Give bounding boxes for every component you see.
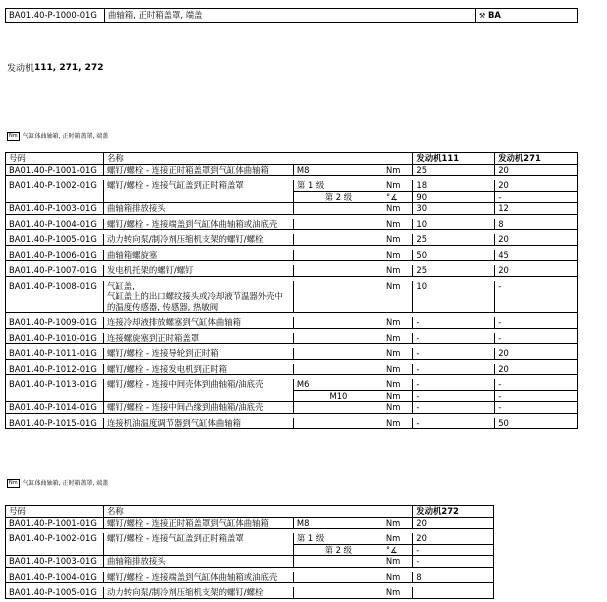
document-header <box>5 8 578 23</box>
table-row <box>6 418 578 429</box>
column-name-header: 名称 <box>103 506 412 518</box>
row-value-engine2: 20 <box>495 164 578 176</box>
row-name-text: 动力转向泵/制冷剂压缩机支架的螺钉/螺栓 <box>106 234 264 244</box>
row-unit: Nm <box>383 348 413 359</box>
section1-title: Nm 气缸体曲轴箱, 正时箱盖罩, 端盖 <box>9 133 109 140</box>
document-title: 曲轴箱, 正时箱盖罩, 端盖 <box>105 9 476 23</box>
row-name-text: 螺钉/螺栓 - 连接导轮到正时箱 <box>106 348 219 358</box>
table-row <box>6 572 494 583</box>
row-name <box>103 203 293 215</box>
row-unit: Nm <box>383 203 413 215</box>
row-code: BA01.40-P-1006-01G <box>6 250 104 261</box>
row-code: BA01.40-P-1007-01G <box>6 265 104 276</box>
row-name-text: 螺钉/螺栓 - 连接中间壳体到曲轴箱/油底壳 <box>106 379 264 389</box>
table-row <box>6 333 578 344</box>
row-value-engine1: - <box>413 544 494 556</box>
row-spec: M8 <box>293 164 383 176</box>
row-value-engine1: - <box>413 379 495 390</box>
row-name-text: 螺钉/螺栓 - 连接发电机到正时箱 <box>106 363 228 374</box>
row-spec <box>293 418 383 429</box>
row-name-text: 螺钉/螺栓 - 连接气缸盖到正时箱盖罩 <box>106 180 244 190</box>
row-name-text: 螺钉/螺栓 - 连接正时箱盖罩到气缸体曲轴箱 <box>106 517 269 528</box>
row-name-text: 曲轴箱排放接头 <box>106 556 166 566</box>
table-row <box>6 164 578 176</box>
row-value-engine1: 90 <box>413 191 495 203</box>
row-name <box>103 572 293 583</box>
row-name-text: 连接冷却液排放螺塞到气缸体曲轴箱 <box>106 317 241 327</box>
row-unit: Nm <box>383 333 413 344</box>
row-value-engine1: 25 <box>413 265 495 276</box>
row-unit: °∡ <box>383 191 413 203</box>
row-code: BA01.40-P-1004-01G <box>6 219 104 230</box>
row-value-engine2: - <box>495 390 578 402</box>
document-badge: ⚒ BA <box>476 9 578 23</box>
row-name-text: 气缸盖上的出口螺纹接头或冷却液节温器外壳中 <box>106 291 283 301</box>
row-value-engine1: 30 <box>413 203 495 215</box>
row-value-engine2: - <box>495 402 578 414</box>
column-code-header: 号码 <box>6 153 104 165</box>
row-code: BA01.40-P-1008-01G <box>6 281 104 313</box>
row-spec <box>293 234 383 245</box>
row-name <box>103 234 293 245</box>
row-name-text: 动力转向泵/制冷剂压缩机支架的螺钉/螺栓 <box>106 587 264 597</box>
table-row <box>6 281 578 313</box>
row-value-engine1: 18 <box>413 180 495 191</box>
row-unit: Nm <box>383 234 413 245</box>
row-spec <box>293 265 383 276</box>
row-value-engine2: - <box>495 317 578 328</box>
row-unit: °∡ <box>383 544 413 556</box>
row-name <box>103 587 293 598</box>
row-name-text: 连接螺旋塞到正时箱盖罩 <box>106 332 200 343</box>
row-value-engine1: 8 <box>413 572 494 583</box>
row-value-engine2: 20 <box>495 348 578 359</box>
row-unit: Nm <box>383 164 413 176</box>
row-name-text: 曲轴箱排放接头 <box>106 203 166 213</box>
row-value-engine2: 12 <box>495 203 578 215</box>
table-header-row <box>6 153 578 165</box>
row-spec: 第 1 级 <box>293 533 383 544</box>
row-value-engine1: 20 <box>413 517 494 529</box>
row-spec <box>293 572 383 583</box>
table-row <box>6 250 578 261</box>
table-row <box>6 203 578 215</box>
table-row <box>6 219 578 230</box>
row-spec: M8 <box>293 517 383 529</box>
row-value-engine1: - <box>413 402 495 414</box>
row-unit: Nm <box>383 281 413 313</box>
row-value-engine1: - <box>413 418 495 429</box>
row-value-engine1: - <box>413 348 495 359</box>
row-spec <box>293 587 383 598</box>
row-unit: Nm <box>383 379 413 390</box>
engine-values: 111, 271, 272 <box>34 63 104 73</box>
row-spec: M10 <box>293 390 383 402</box>
row-spec <box>293 250 383 261</box>
row-unit: Nm <box>383 517 413 529</box>
row-value-engine1: - <box>413 317 495 328</box>
row-name <box>103 265 293 276</box>
row-value-engine1: - <box>413 556 494 568</box>
row-value-engine1: - <box>413 390 495 402</box>
row-code: BA01.40-P-1013-01G <box>6 379 104 402</box>
section2-title: Nm 气缸体曲轴箱, 正时箱盖罩, 端盖 <box>9 480 109 487</box>
row-name-text: 连接机油温度调节器到气缸体曲轴箱 <box>106 417 241 428</box>
row-spec: 第 2 级 <box>293 544 383 556</box>
row-value-engine1: 50 <box>413 250 495 261</box>
row-name <box>103 333 293 344</box>
row-spec: M6 <box>293 379 383 390</box>
row-unit: Nm <box>383 250 413 261</box>
row-code: BA01.40-P-1004-01G <box>6 572 104 583</box>
document-code: BA01.40-P-1000-01G <box>6 9 105 23</box>
row-unit: Nm <box>383 402 413 414</box>
row-spec <box>293 281 383 313</box>
row-code: BA01.40-P-1015-01G <box>6 418 104 429</box>
table-row <box>6 587 494 598</box>
row-code: BA01.40-P-1009-01G <box>6 317 104 328</box>
table-row <box>6 533 494 544</box>
row-code: BA01.40-P-1002-01G <box>6 180 104 203</box>
row-name-text: 的温度传感器, 传感器, 热敏阀 <box>106 301 219 312</box>
row-value-engine2: 20 <box>495 234 578 245</box>
row-value-engine2: - <box>495 191 578 203</box>
row-name <box>103 281 293 313</box>
column-engine1-header: 发动机272 <box>413 506 494 518</box>
table-row <box>6 379 578 390</box>
column-code-header: 号码 <box>6 506 104 518</box>
row-code: BA01.40-P-1001-01G <box>6 517 104 529</box>
row-unit: Nm <box>383 556 413 568</box>
row-name-text: 发电机托架的螺钉/螺钉 <box>106 265 194 275</box>
row-value-engine1: 10 <box>413 281 495 313</box>
row-name <box>103 402 293 414</box>
row-code: BA01.40-P-1003-01G <box>6 556 104 568</box>
table-header-row <box>6 506 494 518</box>
row-spec: 第 2 级 <box>293 191 383 203</box>
row-code: BA01.40-P-1001-01G <box>6 164 104 176</box>
row-name <box>103 364 293 375</box>
row-value-engine2: - <box>495 333 578 344</box>
table-row <box>6 180 578 191</box>
row-name-text: 气缸盖, <box>106 280 135 291</box>
row-name <box>103 418 293 429</box>
row-spec <box>293 556 383 568</box>
row-value-engine2: 20 <box>495 180 578 191</box>
wrench-icon: ⚒ <box>479 12 486 20</box>
row-unit: Nm <box>383 587 413 598</box>
row-spec <box>293 364 383 375</box>
row-name <box>103 219 293 230</box>
torque-table-1 <box>5 152 578 429</box>
row-unit: Nm <box>383 219 413 230</box>
table-row <box>6 556 494 568</box>
row-spec <box>293 333 383 344</box>
table-row <box>6 234 578 245</box>
row-spec: 第 1 级 <box>293 180 383 191</box>
table-row <box>6 402 578 414</box>
row-unit: Nm <box>383 418 413 429</box>
column-engine1-header: 发动机111 <box>413 153 495 165</box>
row-spec <box>293 219 383 230</box>
row-name-text: 螺钉/螺栓 - 连接正时箱盖罩到气缸体曲轴箱 <box>106 164 269 175</box>
row-name-text: 螺钉/螺栓 - 连接端盖到气缸体曲轴箱或油底壳 <box>106 571 278 582</box>
table-row <box>6 348 578 359</box>
row-value-engine1: - <box>413 333 495 344</box>
row-value-engine1: 10 <box>413 219 495 230</box>
row-value-engine1: - <box>413 364 495 375</box>
row-value-engine1 <box>413 587 494 598</box>
row-value-engine1: 25 <box>413 164 495 176</box>
row-unit: Nm <box>383 317 413 328</box>
table-row <box>6 317 578 328</box>
row-value-engine1: 20 <box>413 533 494 544</box>
row-value-engine2: - <box>495 379 578 390</box>
row-code: BA01.40-P-1014-01G <box>6 402 104 414</box>
row-name <box>103 250 293 261</box>
row-value-engine2: 8 <box>495 219 578 230</box>
row-code: BA01.40-P-1003-01G <box>6 203 104 215</box>
row-unit: Nm <box>383 364 413 375</box>
table-row <box>6 265 578 276</box>
row-name <box>103 164 293 176</box>
row-spec <box>293 203 383 215</box>
row-name <box>103 379 293 402</box>
row-unit: Nm <box>383 533 413 544</box>
row-name-text: 螺钉/螺栓 - 连接中间凸缘到曲轴箱/油底壳 <box>106 402 264 412</box>
row-name <box>103 556 293 568</box>
row-value-engine2: 20 <box>495 265 578 276</box>
row-value-engine2: - <box>495 281 578 313</box>
row-code: BA01.40-P-1010-01G <box>6 333 104 344</box>
row-code: BA01.40-P-1002-01G <box>6 533 104 556</box>
row-value-engine2: 20 <box>495 364 578 375</box>
row-value-engine2: 50 <box>495 418 578 429</box>
column-engine2-header: 发动机271 <box>495 153 578 165</box>
row-spec <box>293 317 383 328</box>
row-value-engine1: 25 <box>413 234 495 245</box>
row-unit: Nm <box>383 265 413 276</box>
row-unit: Nm <box>383 180 413 191</box>
row-unit: Nm <box>383 572 413 583</box>
row-spec <box>293 402 383 414</box>
row-code: BA01.40-P-1012-01G <box>6 364 104 375</box>
row-name-text: 螺钉/螺栓 - 连接气缸盖到正时箱盖罩 <box>106 533 244 543</box>
row-code: BA01.40-P-1005-01G <box>6 234 104 245</box>
engine-label: 发动机 <box>7 64 35 74</box>
row-name-text: 螺钉/螺栓 - 连接端盖到气缸体曲轴箱或油底壳 <box>106 218 278 229</box>
torque-icon: Nm <box>9 480 18 486</box>
row-value-engine2: 45 <box>495 250 578 261</box>
row-name <box>103 533 293 556</box>
column-name-header: 名称 <box>103 153 412 165</box>
row-name <box>103 348 293 359</box>
row-name <box>103 317 293 328</box>
row-name-text: 曲轴箱螺旋塞 <box>106 249 158 260</box>
table-row <box>6 364 578 375</box>
row-unit: Nm <box>383 390 413 402</box>
row-name <box>103 517 293 529</box>
torque-icon: Nm <box>9 133 18 139</box>
row-code: BA01.40-P-1005-01G <box>6 587 104 598</box>
torque-table-2 <box>5 505 494 599</box>
row-spec <box>293 348 383 359</box>
row-code: BA01.40-P-1011-01G <box>6 348 104 359</box>
row-name <box>103 180 293 203</box>
table-row <box>6 517 494 529</box>
